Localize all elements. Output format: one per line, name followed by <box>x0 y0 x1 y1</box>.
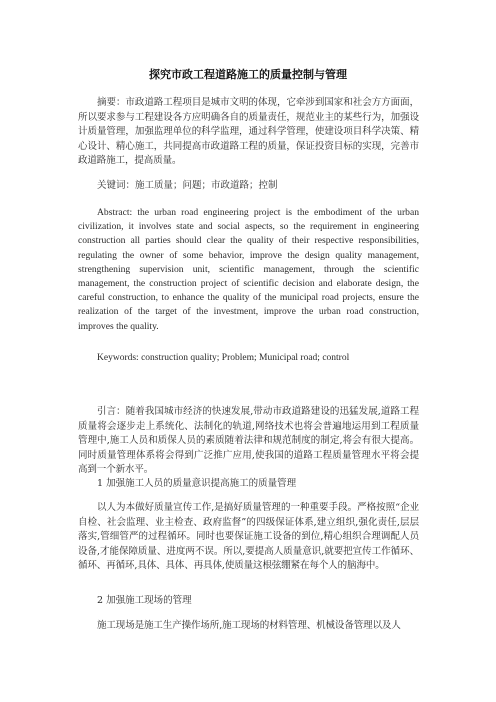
introduction-paragraph: 引言：随着我国城市经济的快速发展,带动市政道路建设的迅猛发展,道路工程质量将会逐步走上系统化、法制化的轨道,网络技术也将会普遍地运用到工程质量管理中,施工人员和质保人员的素质随着法律和规范制度的制定,将会有很大提高。同时质量管理体系将会得到广泛推广应用,使我国的道路工程质量管理水平将会提高到一个新水平。 <box>78 406 419 476</box>
section-1-paragraph: 以人为本做好质量宣传工作,是搞好质量管理的一种重要手段。严格按照“企业自检、社会监理、业主检查、政府监督”的四级保证体系,建立组织,强化责任,层层落实,管细管严的过程循环。同时也要保证施工设备的到位,精心组织合理调配人员设备,才能保障质量、进度两不误。所以,要提高人质量意识,就要把宣传工作循环、循环、再循环,具体、具体、再具体,使质量这根弦绷紧在每个人的脑海中。 <box>78 502 419 572</box>
section-2-paragraph: 施工现场是施工生产操作场所,施工现场的材料管理、机械设备管理以及人 <box>97 620 401 631</box>
keywords-english: Keywords: construction quality; Problem; Municipal road; control <box>97 353 350 363</box>
abstract-chinese: 摘要：市政道路工程项目是城市文明的体现，它牵涉到国家和社会方方面面，所以要求参与工程建设各方应明确各自的质量责任，规范业主的某些行为，加强设计质量管理，加强监理单位的科学监理，通过科学管理，使建设项目科学决策、精心设计、精心施工，共同提高市政道路工程的质量，保证投资目标的实现，完善市政道路施工，提高质量。 <box>78 97 419 167</box>
keywords-chinese: 关键词：施工质量；问题；市政道路；控制 <box>97 180 278 191</box>
section-2-heading: 2 加强施工现场的管理 <box>97 595 192 606</box>
abstract-english: Abstract: the urban road engineering project is the embodiment of the urban civilization, it involves state and social aspects, so the requirement in engineering construction all parties should clear the quality of their respective responsibilities, regulating the owner of some behavior, improve the design quality management, strengthening supervision unit, scientific management, through the scientific management, the construction project of scientific decision and elaborate design, the careful construction, to enhance the quality of the municipal road projects, ensure the realization of the target of the investment, improve the urban road construction, improves the quality. <box>78 207 419 332</box>
paper-title: 探究市政工程道路施工的质量控制与管理 <box>149 68 347 81</box>
section-1-heading: 1 加强施工人员的质量意识提高施工的质量管理 <box>97 478 297 489</box>
